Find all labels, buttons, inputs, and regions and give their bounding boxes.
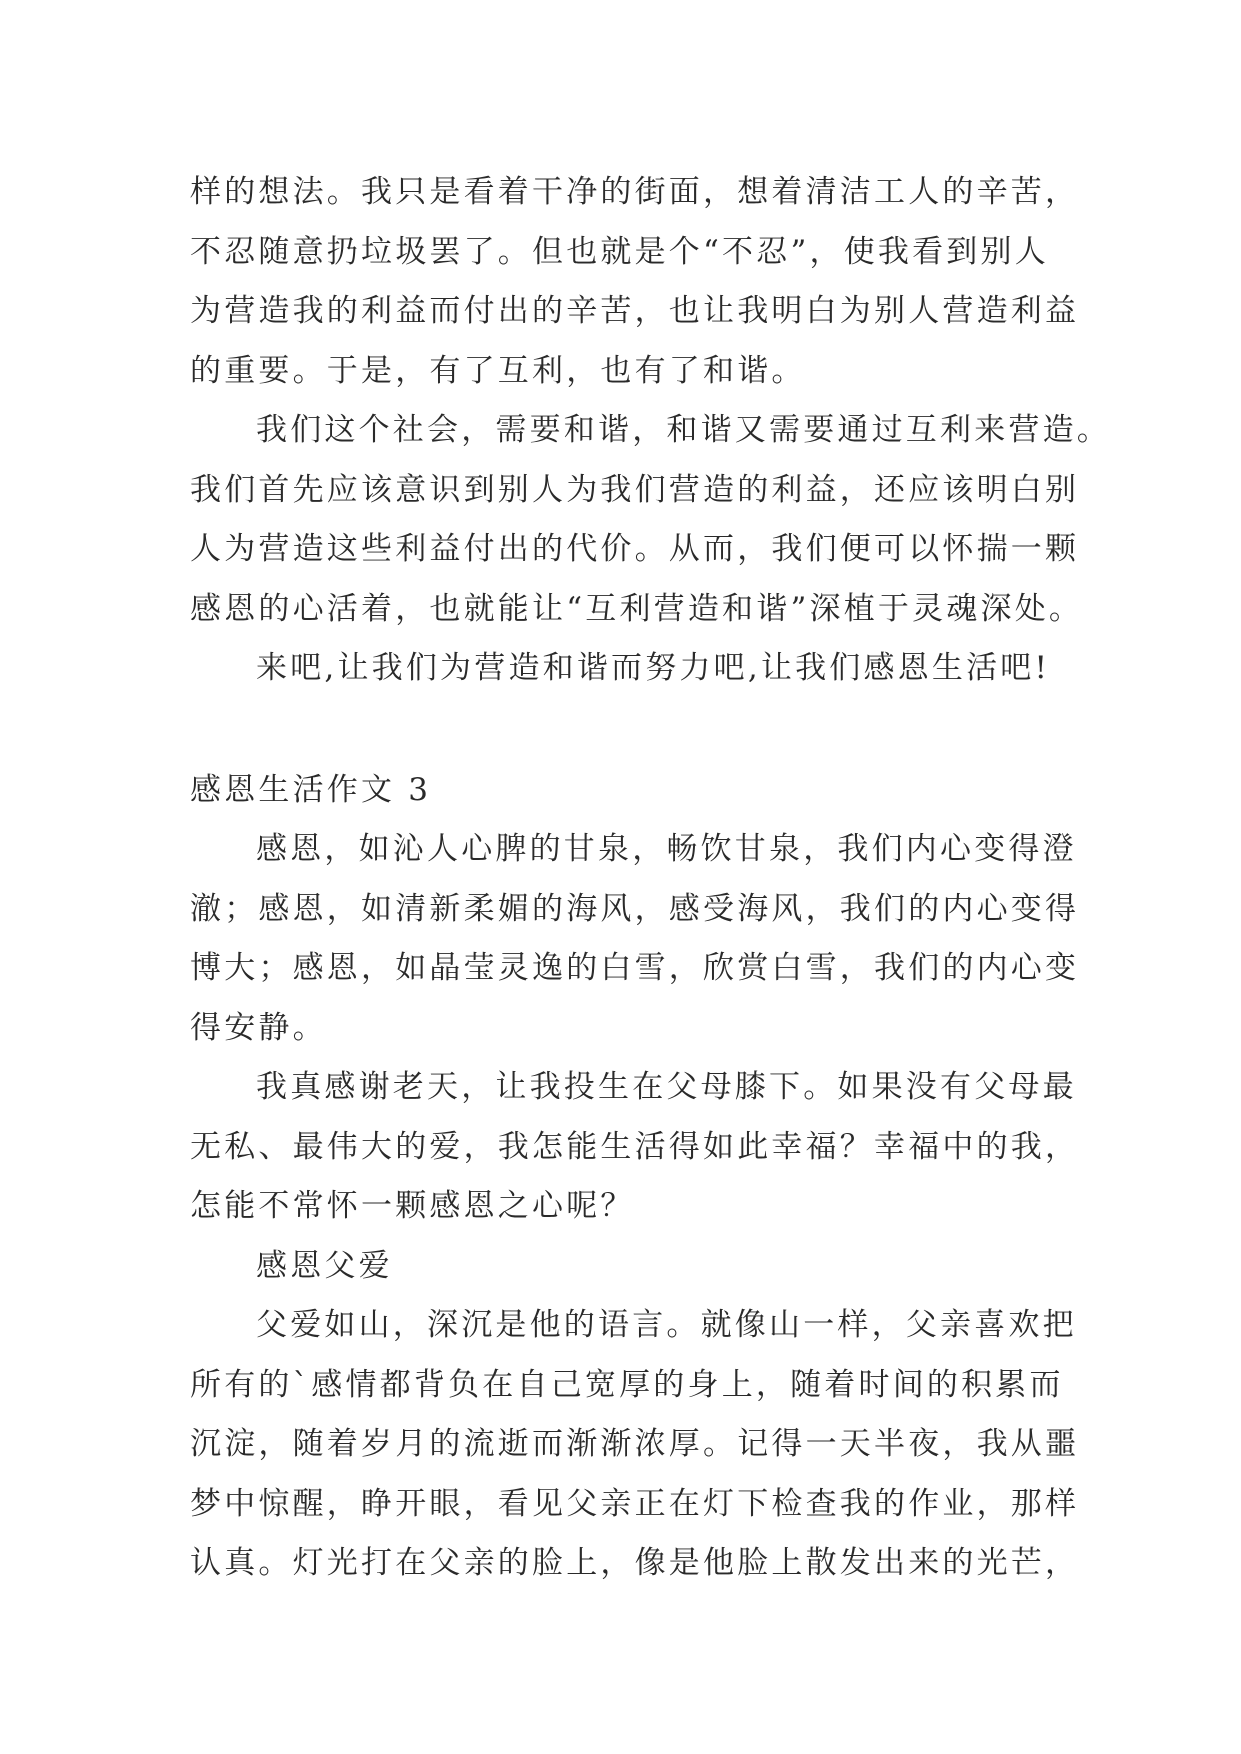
text-line: 怎能不常怀一颗感恩之心呢？ (190, 1188, 635, 1224)
paragraph-gap (190, 699, 1060, 761)
text-line: 沉淀，随着岁月的流逝而渐渐浓厚。记得一天半夜，我从噩 (190, 1426, 1080, 1462)
text-line: 我真感谢老天，让我投生在父母膝下。如果没有父母最 (256, 1069, 1077, 1105)
text-line: 的重要。于是，有了互利，也有了和谐。 (190, 352, 806, 389)
text-line: 梦中惊醒，睁开眼，看见父亲正在灯下检查我的作业，那样 (190, 1485, 1080, 1522)
text-line: 人为营造这些利益付出的代价。从而，我们便可以怀揣一颗 (190, 531, 1080, 567)
text-line: 博大；感恩，如晶莹灵逸的白雪，欣赏白雪，我们的内心变 (190, 950, 1080, 986)
text-line: 澈；感恩，如清新柔媚的海风，感受海风，我们的内心变得 (190, 890, 1080, 927)
essay-text (190, 163, 1111, 1594)
text-line: 感恩父爱 (256, 1247, 393, 1284)
text-line: 我们首先应该意识到别人为我们营造的利益，还应该明白别 (190, 471, 1080, 508)
text-line: 样的想法。我只是看着干净的街面，想着清洁工人的辛苦， (190, 174, 1080, 210)
text-line: 无私、最伟大的爱，我怎能生活得如此幸福？幸福中的我， (190, 1128, 1080, 1165)
text-line: 父爱如山，深沉是他的语言。就像山一样，父亲喜欢把 (256, 1307, 1077, 1343)
text-line: 所有的`感情都背负在自己宽厚的身上，随着时间的积累而 (190, 1366, 1064, 1403)
text-line: 得安静。 (190, 1009, 327, 1046)
text-line: 不忍随意扔垃圾罢了。但也就是个“不忍”，使我看到别人 (190, 233, 1049, 270)
text-line: 感恩，如沁人心脾的甘泉，畅饮甘泉，我们内心变得澄 (256, 831, 1077, 867)
section-heading: 感恩生活作文 3 (190, 771, 432, 808)
text-line: 认真。灯光打在父亲的脸上，像是他脸上散发出来的光芒， (190, 1545, 1080, 1581)
text-line: 来吧,让我们为营造和谐而努力吧,让我们感恩生活吧! (256, 650, 1051, 686)
text-line: 感恩的心活着，也就能让“互利营造和谐”深植于灵魂深处。 (190, 590, 1084, 627)
text-line: 我们这个社会，需要和谐，和谐又需要通过互利来营造。 (256, 412, 1111, 448)
text-line: 为营造我的利益而付出的辛苦，也让我明白为别人营造利益 (190, 293, 1080, 329)
